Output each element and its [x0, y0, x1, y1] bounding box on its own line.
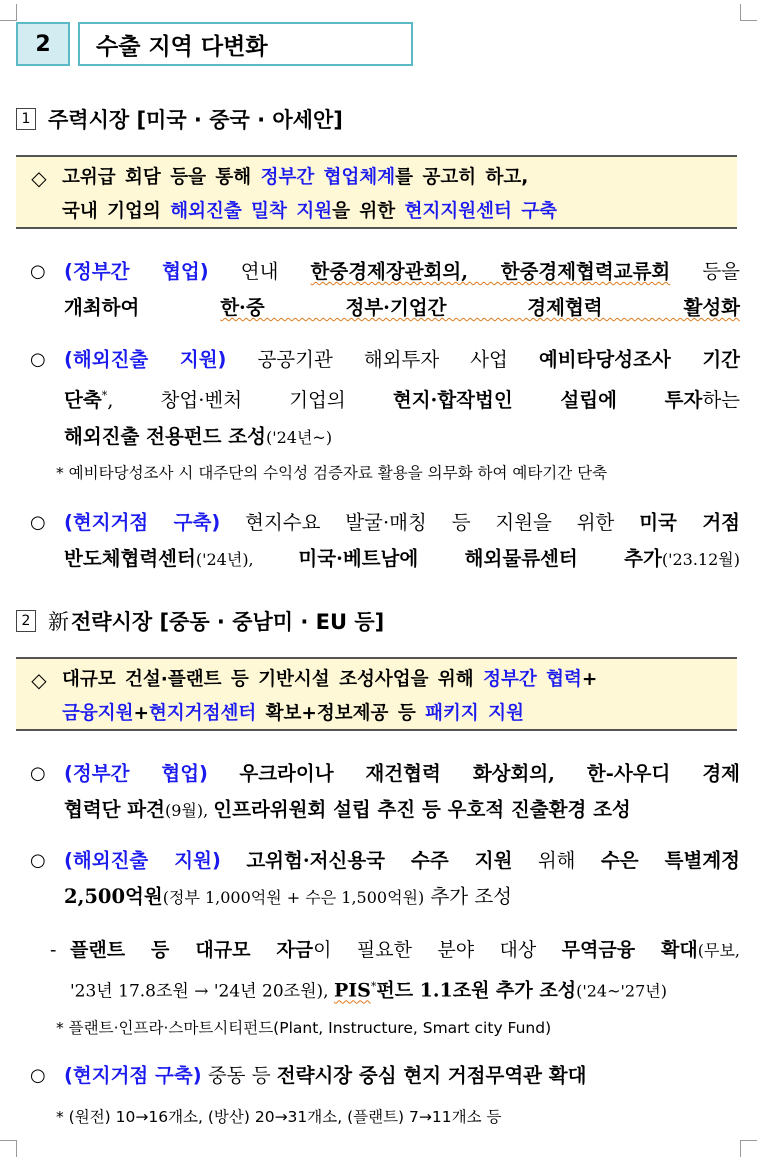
bullet-item: ○ (해외진출 지원) 공공기관 해외투자 사업 예비타당성조사 기간 단축*, 창업·벤처 기업의 현지·합작법인 설립에 투자하는 해외진출 전용펀드 조성('24년~) [30, 342, 740, 456]
page-corner-mark [0, 1140, 17, 1157]
diamond-icon: ◇ [31, 166, 47, 190]
section-heading [16, 606, 384, 636]
section-title: 전략시장 [중동 · 중남미 · EU 등] [71, 610, 385, 634]
item-tag: (정부간 협업) [64, 762, 208, 785]
summary-box: ◇ 대규모 건설·플랜트 등 기반시설 조성사업을 위해 정부간 협력+ 금융지원+현지거점센터 확보+정보제공 등 패키지 지원 [16, 657, 737, 731]
diamond-icon: ◇ [31, 668, 47, 692]
section-number-box: 1 [16, 108, 36, 130]
highlight: 금융지원 [62, 703, 134, 724]
bullet-item: ○ (현지거점 구축) 중동 등 전략시장 중심 현지 거점무역관 확대 [30, 1058, 740, 1094]
section-heading [16, 104, 343, 134]
highlight: 현지지원센터 구축 [404, 201, 558, 222]
bullet-item: ○ (정부간 협업) 연내 한중경제장관회의, 한중경제협력교류회 등을 개최하여 한·중 정부·기업간 경제협력 활성화 [30, 254, 740, 326]
bullet-icon: ○ [30, 1065, 46, 1086]
bullet-item: ○ (정부간 협업) 우크라이나 재건협력 화상회의, 한-사우디 경제 협력단 파견(9월), 인프라위원회 설립 추진 등 우호적 진출환경 조성 [30, 756, 740, 829]
item-tag: (현지거점 구축) [64, 1064, 202, 1087]
item-tag: (정부간 협업) [64, 260, 209, 283]
summary-box: ◇ 고위급 회담 등을 통해 정부간 협업체계를 공고히 하고, 국내 기업의 해외진출 밀착 지원을 위한 현지지원센터 구축 [16, 155, 737, 229]
bullet-icon: ○ [30, 850, 46, 871]
bullet-icon: ○ [30, 512, 46, 533]
section-prefix: 新 [48, 610, 69, 634]
bullet-icon: ○ [30, 763, 46, 784]
bullet-icon: ○ [30, 261, 46, 282]
dash-mark: - [50, 939, 57, 961]
chapter-number: 2 [16, 22, 70, 66]
bullet-icon: ○ [30, 349, 46, 370]
highlight: 정부간 협력 [483, 669, 582, 690]
bullet-item: ○ (현지거점 구축) 현지수요 발굴·매칭 등 지원을 위한 미국 거점 반도체협력센터('24년), 미국·베트남에 해외물류센터 추가('23.12월) [30, 505, 740, 578]
item-tag: (해외진출 지원) [64, 348, 227, 371]
page-corner-mark [740, 1140, 757, 1157]
item-tag: (해외진출 지원) [64, 849, 221, 872]
sub-item: - 플랜트 등 대규모 자금이 필요한 분야 대상 무역금융 확대(무보, '23년 17.8조원 → '24년 20조원), PIS*펀드 1.1조원 추가 조성('24~'27년) [50, 932, 740, 1010]
chapter-title: 수출 지역 다변화 [78, 22, 413, 66]
page-corner-mark [740, 4, 757, 21]
bullet-item: ○ (해외진출 지원) 고위험·저신용국 수주 지원 위해 수은 특별계정 2,500억원(정부 1,000억원 + 수은 1,500억원) 추가 조성 [30, 843, 740, 916]
footnote: * 플랜트·인프라·스마트시티펀드(Plant, Instructure, Smart city Fund) [56, 1019, 552, 1037]
section-title: 주력시장 [미국 · 중국 · 아세안] [48, 108, 343, 132]
highlight: 해외진출 밀착 지원 [170, 201, 333, 222]
page-corner-mark [0, 4, 17, 21]
highlight: 패키지 지원 [425, 703, 524, 724]
item-tag: (현지거점 구축) [64, 511, 221, 534]
highlight: 현지거점센터 [149, 703, 257, 724]
section-number-box: 2 [16, 610, 36, 632]
footnote: * (원전) 10→16개소, (방산) 20→31개소, (플랜트) 7→11개소 등 [56, 1108, 502, 1126]
footnote: * 예비타당성조사 시 대주단의 수익성 검증자료 활용을 의무화 하여 예타기간 단축 [56, 464, 608, 482]
highlight: 정부간 협업체계 [260, 167, 396, 188]
